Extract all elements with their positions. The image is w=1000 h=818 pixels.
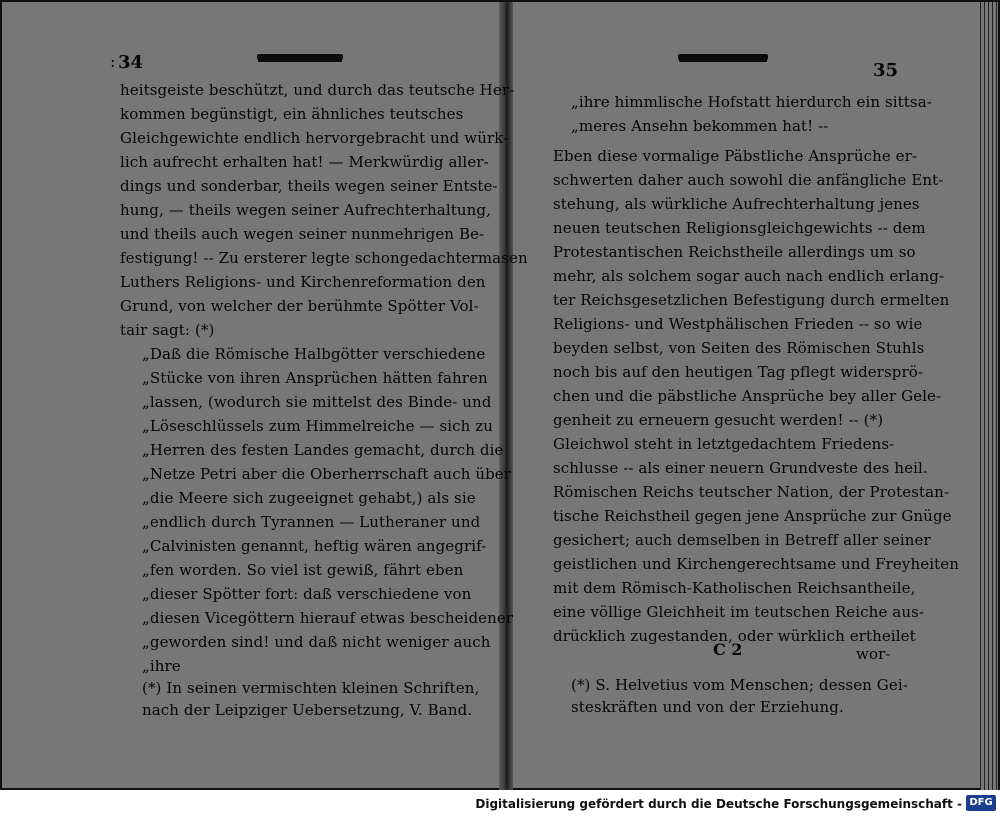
- text-line: „fen worden. So viel ist gewiß, fährt eben: [142, 561, 464, 579]
- text-line: schwerten daher auch sowohl die anfängliche Ent-: [553, 171, 944, 189]
- text-line: lich aufrecht erhalten hat! — Merkwürdig aller-: [120, 153, 489, 171]
- text-line: Grund, von welcher der berühmte Spötter Vol-: [120, 297, 479, 315]
- text-line: und theils auch wegen seiner nunmehrigen Be-: [120, 225, 485, 243]
- text-line: „Netze Petri aber die Oberherrschaft auch über: [142, 465, 512, 483]
- text-line: neuen teutschen Religionsgleichgewichts -- dem: [553, 219, 926, 237]
- text-line: Gleichwol steht in letztgedachtem Friedens-: [553, 435, 895, 453]
- signature-mark: C 2: [713, 640, 743, 659]
- text-line: heitsgeiste beschützt, und durch das teutsche Her-: [120, 81, 515, 99]
- catchword: wor-: [856, 645, 891, 663]
- text-line: tair sagt: (*): [120, 321, 215, 339]
- text-line: beyden selbst, von Seiten des Römischen Stuhls: [553, 339, 925, 357]
- text-line: „lassen, (wodurch sie mittelst des Binde- und: [142, 393, 492, 411]
- right-page: [513, 2, 983, 792]
- right-footnote: [571, 674, 908, 718]
- left-footnote: [142, 677, 479, 721]
- dfg-logo: DFG: [966, 795, 996, 811]
- text-line: „die Meere sich zugeeignet gehabt,) als sie: [142, 489, 476, 507]
- text-line: „meres Ansehn bekommen hat! --: [571, 117, 829, 135]
- text-line: (*) S. Helvetius vom Menschen; dessen Gei-: [571, 676, 908, 694]
- left-body-text: [120, 78, 528, 342]
- text-line: „diesen Vicegöttern hierauf etwas bescheidener: [142, 609, 514, 627]
- left-page-number: 34: [118, 52, 144, 73]
- text-line: schlusse -- als einer neuern Grundveste des heil.: [553, 459, 928, 477]
- text-line: stehung, als würkliche Aufrechterhaltung jenes: [553, 195, 920, 213]
- left-head-ornament: [257, 54, 343, 60]
- text-line: genheit zu erneuern gesucht werden! -- (*): [553, 411, 884, 429]
- text-line: ter Reichsgesetzlichen Befestigung durch ermelten: [553, 291, 950, 309]
- text-line: Eben diese vormalige Päbstliche Ansprüche er-: [553, 147, 918, 165]
- right-head-ornament: [678, 54, 768, 60]
- text-line: kommen begünstigt, ein ähnliches teutsches: [120, 105, 464, 123]
- digitization-footer: [0, 790, 1000, 818]
- text-line: „dieser Spötter fort: daß verschiedene von: [142, 585, 472, 603]
- text-line: (*) In seinen vermischten kleinen Schriften,: [142, 679, 480, 697]
- text-line: Protestantischen Reichstheile allerdings um so: [553, 243, 916, 261]
- text-line: tische Reichstheil gegen jene Ansprüche zur Gnüge: [553, 507, 952, 525]
- text-line: „endlich durch Tyrannen — Lutheraner und: [142, 513, 481, 531]
- text-line: Römischen Reichs teutscher Nation, der Protestan-: [553, 483, 950, 501]
- right-paragraph-2: [553, 432, 959, 648]
- margin-mark: :: [110, 52, 116, 71]
- right-page-number: 35: [873, 60, 899, 81]
- text-line: dings und sonderbar, theils wegen seiner Entste-: [120, 177, 498, 195]
- text-line: noch bis auf den heutigen Tag pflegt widersprö-: [553, 363, 924, 381]
- text-line: hung, — theils wegen seiner Aufrechterhaltung,: [120, 201, 491, 219]
- text-line: mit dem Römisch-Katholischen Reichsantheile,: [553, 579, 916, 597]
- text-line: chen und die päbstliche Ansprüche bey aller Gele-: [553, 387, 942, 405]
- text-line: „geworden sind! und daß nicht weniger auch: [142, 633, 491, 651]
- text-line: „ihre: [142, 657, 181, 675]
- right-quote-text: [571, 90, 932, 138]
- text-line: „Calvinisten genannt, heftig wären angegrif-: [142, 537, 487, 555]
- text-line: Gleichgewichte endlich hervorgebracht und würk-: [120, 129, 509, 147]
- text-line: Luthers Religions- und Kirchenreformation den: [120, 273, 486, 291]
- text-line: eine völlige Gleichheit im teutschen Reiche aus-: [553, 603, 925, 621]
- text-line: gesichert; auch demselben in Betreff aller seiner: [553, 531, 931, 549]
- text-line: geistlichen und Kirchengerechtsame und Freyheiten: [553, 555, 959, 573]
- text-line: steskräften und von der Erziehung.: [571, 698, 844, 716]
- text-line: „Daß die Römische Halbgötter verschiedene: [142, 345, 486, 363]
- footer-credit: Digitalisierung gefördert durch die Deutsche Forschungsgemeinschaft -: [475, 797, 962, 811]
- text-line: drücklich zugestanden, oder würklich ertheilet: [553, 627, 916, 645]
- text-line: „ihre himmlische Hofstatt hierdurch ein sittsa-: [571, 93, 932, 111]
- right-paragraph-1: [553, 144, 949, 432]
- text-line: nach der Leipziger Uebersetzung, V. Band.: [142, 701, 473, 719]
- text-line: mehr, als solchem sogar auch nach endlich erlang-: [553, 267, 945, 285]
- left-quote-text: [142, 342, 513, 678]
- text-line: „Stücke von ihren Ansprüchen hätten fahren: [142, 369, 488, 387]
- text-line: „Herren des festen Landes gemacht, durch die: [142, 441, 504, 459]
- text-line: festigung! -- Zu ersterer legte schongedachtermasen: [120, 249, 528, 267]
- text-line: „Löseschlüssels zum Himmelreiche — sich zu: [142, 417, 494, 435]
- left-page: [2, 2, 528, 792]
- text-line: Religions- und Westphälischen Frieden -- so wie: [553, 315, 923, 333]
